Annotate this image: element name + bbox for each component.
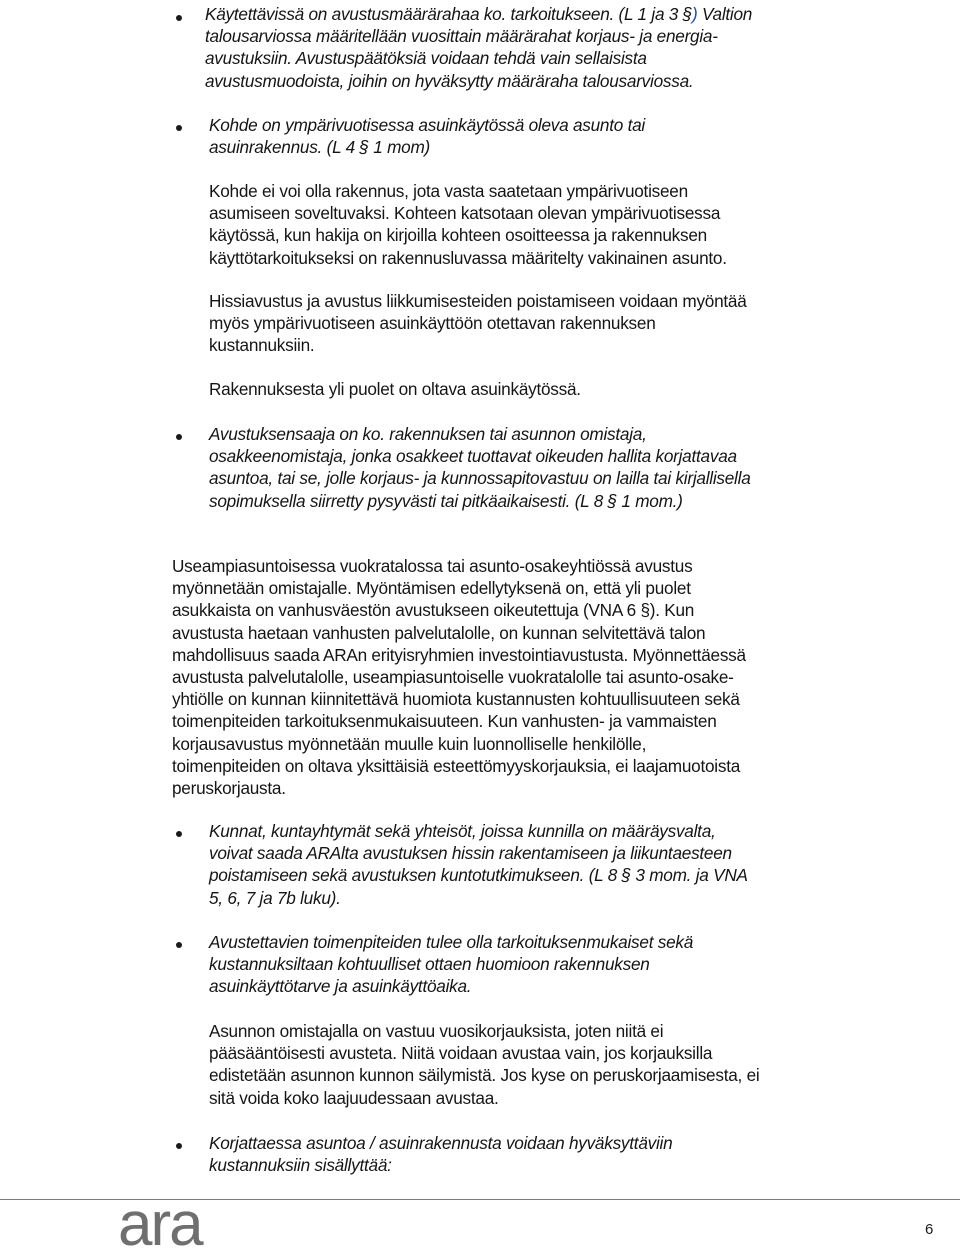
- bullet-1-line-1: Käytettävissä on avustusmäärärahaa ko. tarkoitukseen. (L 1 ja 3 §) Valtion: [205, 4, 753, 24]
- bullet-item-municipalities: [209, 820, 748, 909]
- paragraph-4-line-6: avustusta palvelutalolle, useampiasuntoiselle vuokratalolle tai asunto-osake-: [172, 667, 734, 688]
- paragraph-2-line-2: myös ympärivuotiseen asuinkäyttöön otettavan rakennuksen: [209, 313, 656, 334]
- bullet-item-year-round-use: [209, 114, 645, 158]
- bullet-4-line-3: poistamiseen sekä avustuksen kuntotutkimukseen. (L 8 § 3 mom. ja VNA: [209, 865, 748, 886]
- paragraph-residential-share: [209, 378, 581, 400]
- bullet-marker-5: [176, 942, 182, 948]
- bullet-4-line-1: Kunnat, kuntayhtymät sekä yhteisöt, joissa kunnilla on määräysvalta,: [209, 821, 716, 841]
- bullet-5-line-2: kustannuksiltaan kohtuulliset ottaen huomioon rakennuksen: [209, 954, 650, 975]
- paragraph-4-line-9: korjausavustus myönnetään muulle kuin luonnolliselle henkilölle,: [172, 733, 647, 754]
- paragraph-1-line-2: asumiseen soveltuvaksi. Kohteen katsotaan olevan ympärivuotisessa: [209, 203, 721, 224]
- paragraph-owner-responsibility: [209, 1020, 759, 1109]
- bullet-4-line-4: 5, 6, 7 ja 7b luku).: [209, 887, 341, 908]
- paragraph-4-line-1: Useampiasuntoisessa vuokratalossa tai asunto-osakeyhtiössä avustus: [172, 556, 693, 576]
- bullet-6-line-2: kustannuksiin sisällyttää:: [209, 1155, 392, 1176]
- paragraph-5-line-1: Asunnon omistajalla on vastuu vuosikorjauksista, joten niitä ei: [209, 1021, 664, 1041]
- bullet-2-line-1: Kohde on ympärivuotisessa asuinkäytössä oleva asunto tai: [209, 115, 646, 135]
- paragraph-1-line-1: Kohde ei voi olla rakennus, jota vasta saatetaan ympärivuotiseen: [209, 181, 688, 201]
- bullet-item-reasonable-costs: [209, 931, 693, 998]
- paragraph-1-line-3: käytössä, kun hakija on kirjoilla kohteen osoitteessa ja rakennuksen: [209, 225, 707, 246]
- bullet-4-line-2: voivat saada ARAlta avustuksen hissin rakentamiseen ja liikuntaesteen: [209, 843, 732, 864]
- bullet-1-line-3: avustuksiin. Avustuspäätöksiä voidaan tehdä vain sellaisista: [205, 48, 647, 69]
- bullet-marker-2: [176, 125, 182, 131]
- bullet-3-line-1: Avustuksensaaja on ko. rakennuksen tai asunnon omistaja,: [209, 424, 647, 444]
- paragraph-4-line-5: mahdollisuus saada ARAn erityisryhmien investointiavustusta. Myönnettäessä: [172, 644, 746, 665]
- bullet-1-line-2: talousarviossa määritellään vuosittain määrärahat korjaus- ja energia-: [205, 26, 718, 47]
- paragraph-5-line-2: pääsääntöisesti avusteta. Niitä voidaan avustaa vain, jos korjauksilla: [209, 1043, 713, 1064]
- paragraph-4-line-8: toimenpiteiden tarkoituksenmukaisuuteen. Kun vanhusten- ja vammaisten: [172, 711, 717, 732]
- bullet-item-appropriation: [205, 3, 752, 92]
- bullet-3-line-4: sopimuksella siirretty pysyvästi tai pitkäaikaisesti. (L 8 § 1 mom.): [209, 490, 683, 511]
- bullet-marker-4: [176, 831, 182, 837]
- paragraph-rental-housing: [172, 555, 746, 799]
- paragraph-2-line-1: Hissiavustus ja avustus liikkumisesteiden poistamiseen voidaan myöntää: [209, 291, 747, 311]
- bullet-6-line-1: Korjattaessa asuntoa / asuinrakennusta voidaan hyväksyttäviin: [209, 1133, 673, 1153]
- bullet-3-line-2: osakkeenomistaja, jonka osakkeet tuottavat oikeuden hallita korjattavaa: [209, 446, 737, 467]
- paragraph-year-round-definition: [209, 180, 727, 269]
- paragraph-4-line-11: peruskorjausta.: [172, 778, 286, 799]
- paragraph-4-line-2: myönnetään omistajalle. Myöntämisen edellytyksenä on, että yli puolet: [172, 578, 691, 599]
- bullet-3-line-3: asuntoa, tai se, jolle korjaus- ja kunnossapitovastuu on lailla tai kirjallisella: [209, 468, 751, 489]
- bullet-marker-6: [176, 1143, 182, 1149]
- bullet-5-line-3: asuinkäyttötarve ja asuinkäyttöaika.: [209, 976, 472, 997]
- bullet-2-line-2: asuinrakennus. (L 4 § 1 mom): [209, 137, 431, 158]
- ara-logo: ara: [118, 1190, 202, 1259]
- bullet-marker-3: [176, 434, 182, 440]
- paragraph-4-line-4: avustusta haetaan vanhusten palvelutalolle, on kunnan selvitettävä talon: [172, 622, 706, 643]
- paragraph-1-line-4: käyttötarkoitukseksi on rakennusluvassa määritelty vakinainen asunto.: [209, 247, 727, 268]
- bullet-marker-1: [176, 15, 182, 21]
- paragraph-5-line-3: edistetään asunnon kunnon säilymistä. Jos kyse on peruskorjaamisesta, ei: [209, 1065, 760, 1086]
- paragraph-4-line-10: toimenpiteiden on oltava yksittäisiä esteettömyyskorjauksia, ei laajamuotoista: [172, 755, 741, 776]
- bullet-5-line-1: Avustettavien toimenpiteiden tulee olla tarkoituksenmukaiset sekä: [209, 932, 694, 952]
- paragraph-4-line-3: asukkaista on vanhusväestön avustukseen oikeutettuja (VNA 6 §). Kun: [172, 600, 695, 621]
- bullet-1-line-4: avustusmuodoista, joihin on hyväksytty määräraha talousarviossa.: [205, 70, 694, 91]
- paragraph-3-line-1: Rakennuksesta yli puolet on oltava asuinkäytössä.: [209, 379, 581, 399]
- bullet-item-eligible-costs: [209, 1132, 672, 1176]
- paragraph-elevator-grant: [209, 290, 747, 357]
- page-number: 6: [925, 1221, 934, 1238]
- paragraph-5-line-4: sitä voida koko laajuudessaan avustaa.: [209, 1087, 499, 1108]
- paragraph-2-line-3: kustannuksiin.: [209, 335, 315, 356]
- bullet-item-grant-recipient: [209, 423, 751, 512]
- paragraph-4-line-7: yhtiölle on kunnan kiinnitettävä huomiota kustannusten kohtuullisuuteen sekä: [172, 689, 740, 710]
